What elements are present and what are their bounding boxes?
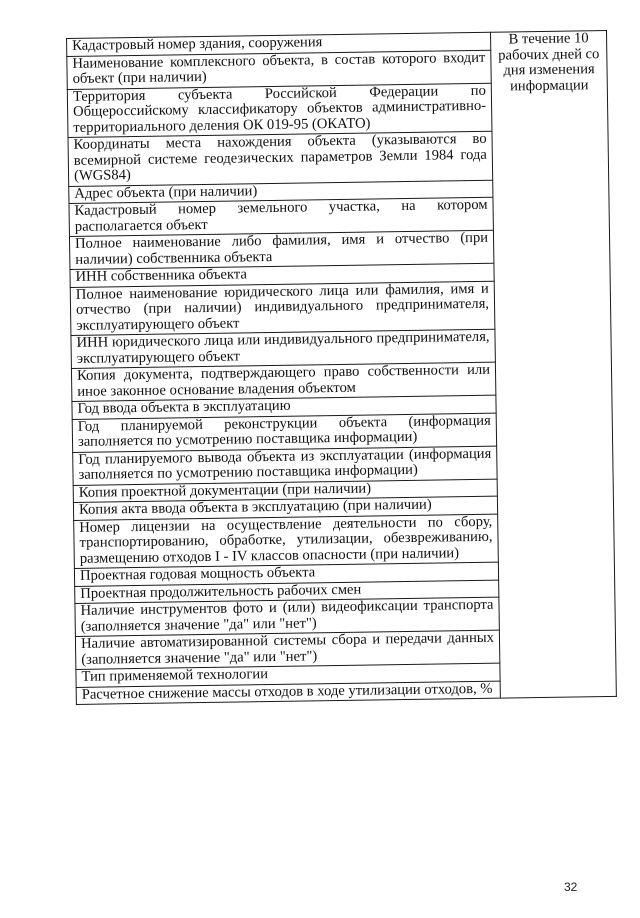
field-cell: Полное наименование либо фамилия, имя и отчество (при наличии) собственника объекта [69,230,493,269]
page-number: 32 [564,880,578,894]
field-cell: Год ввода объекта в эксплуатацию [72,395,496,419]
field-cell: Год планируемого вывода объекта из эксплуатации (информация заполняется по усмотрению поставщика информации) [73,446,497,485]
field-cell: ИНН юридического лица или индивидуального предпринимателя, эксплуатирующего объект [71,329,495,368]
field-cell: ИНН собственника объекта [70,263,494,287]
field-cell: Полное наименование юридического лица или фамилия, имя и отчество (при наличии) индивидуального предпринимателя, эксплуатирующего объект [70,281,495,336]
field-cell: Наличие автоматизированной системы сбора и передачи данных (заполняется значение "да" или "нет") [75,630,499,669]
field-cell: Копия акта ввода объекта в эксплуатацию (при наличии) [73,496,497,520]
field-cell: Наименование комплексного объекта, в состав которого входит объект (при наличии) [67,50,491,89]
field-cell: Кадастровый номер здания, сооружения [67,32,491,56]
field-cell: Копия документа, подтверждающего право собственности или иное законное основание владения объектом [71,362,495,401]
field-cell: Кадастровый номер земельного участка, на котором располагается объект [69,197,493,236]
field-cell: Год планируемой реконструкции объекта (информация заполняется по усмотрению поставщика информации) [72,413,496,452]
field-cell: Проектная продолжительность рабочих смен [75,580,499,604]
field-cell: Наличие инструментов фото и (или) видеофиксации транспорта (заполняется значение "да" или "нет") [75,597,499,636]
field-cell: Проектная годовая мощность объекта [74,562,498,586]
requirements-table [66,30,617,705]
field-cell: Копия проектной документации (при наличии) [73,479,497,503]
update-deadline-cell: В течение 10 рабочих дней со дня изменения информации [490,30,616,698]
field-cell: Координаты места нахождения объекта (указываются во всемирной системе геодезических параметров Земли 1984 года (WGS84) [68,131,493,186]
field-cell: Расчетное снижение массы отходов в ходе утилизации отходов, % [76,681,500,705]
field-cell: Территория субъекта Российской Федерации по Общероссийскому классификатору объектов административно-территориального деления ОК 019-95 (ОКАТО) [67,83,492,138]
field-cell: Тип применяемой технологии [76,663,500,687]
field-cell: Адрес объекта (при наличии) [69,180,493,204]
field-cell: Номер лицензии на осуществление деятельности по сбору, транспортированию, обработке, утилизации, обезвреживанию, размещению отходов I - IV классов опасности (при наличии) [74,514,499,569]
